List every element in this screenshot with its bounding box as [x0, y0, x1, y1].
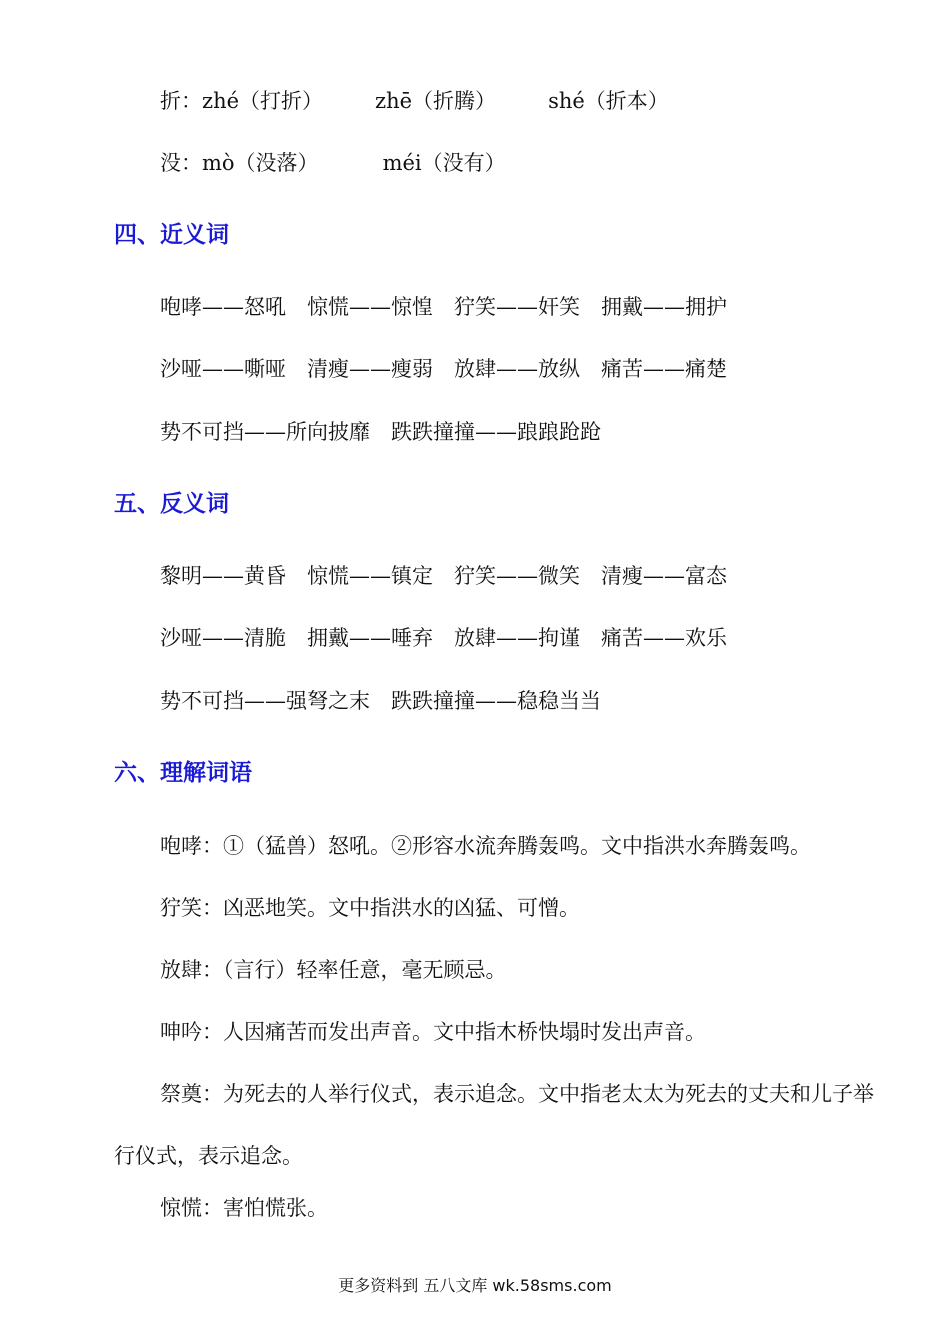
- meaning-item: 祭奠：为死去的人举行仪式，表示追念。文中指老太太为死去的丈夫和儿子举行仪式，表示追念。: [114, 1082, 874, 1168]
- polyphone-reading: 没：mò（没落）: [160, 151, 319, 175]
- antonym-line: 黎明——黄昏 惊慌——镇定 狞笑——微笑 清瘦——富态: [160, 564, 727, 588]
- synonym-line: 咆哮——怒吼 惊慌——惊惶 狞笑——奸笑 拥戴——拥护: [160, 295, 727, 319]
- footer-watermark: 更多资料到 五八文库 wk.58sms.com: [338, 1276, 612, 1295]
- antonym-line: 势不可挡——强弩之末 跌跌撞撞——稳稳当当: [160, 689, 601, 713]
- meaning-item: 呻吟：人因痛苦而发出声音。文中指木桥快塌时发出声音。: [160, 1020, 706, 1044]
- polyphone-reading: shé（折本）: [548, 89, 669, 113]
- polyphone-line-zhe: [160, 86, 669, 116]
- polyphone-reading: 折：zhé（打折）: [160, 89, 324, 113]
- section-heading-antonyms: 五、反义词: [114, 491, 229, 517]
- meaning-item: 放肆：（言行）轻率任意，毫无顾忌。: [160, 958, 507, 982]
- meaning-item: 惊慌：害怕慌张。: [160, 1196, 328, 1220]
- antonym-line: 沙哑——清脆 拥戴——唾弃 放肆——拘谨 痛苦——欢乐: [160, 626, 727, 650]
- polyphone-reading: méi（没有）: [382, 151, 506, 175]
- meaning-item: 狞笑：凶恶地笑。文中指洪水的凶猛、可憎。: [160, 896, 580, 920]
- polyphone-line-mei: [160, 148, 506, 178]
- section-heading-meanings: 六、理解词语: [114, 760, 252, 786]
- synonym-line: 势不可挡——所向披靡 跌跌撞撞——踉踉跄跄: [160, 420, 601, 444]
- section-heading-synonyms: 四、近义词: [114, 222, 229, 248]
- synonym-line: 沙哑——嘶哑 清瘦——瘦弱 放肆——放纵 痛苦——痛楚: [160, 357, 727, 381]
- meaning-item: 咆哮：①（猛兽）怒吼。②形容水流奔腾轰鸣。文中指洪水奔腾轰鸣。: [160, 834, 811, 858]
- polyphone-reading: zhē（折腾）: [375, 89, 497, 113]
